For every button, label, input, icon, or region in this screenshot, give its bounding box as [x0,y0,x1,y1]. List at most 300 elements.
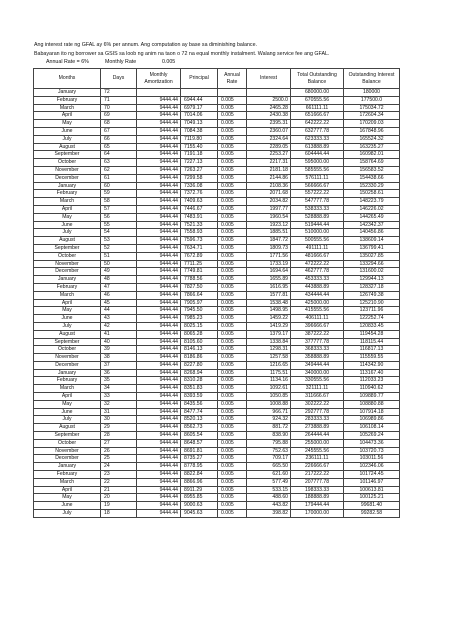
interest-balance-cell: 113167.40 [344,369,400,377]
table-row [34,486,400,494]
month-cell: March [34,291,101,299]
rate-cell: 0.005 [218,369,247,377]
days-cell: 36 [101,369,137,377]
table-row [34,276,400,284]
rate-cell: 0.005 [218,268,247,276]
monthly-rate-value: 0.005 [162,59,176,65]
month-cell: October [34,346,101,354]
amortization-cell: 9444.44 [137,221,181,229]
interest-cell: 1498.95 [247,307,291,315]
rate-cell: 0.005 [218,237,247,245]
total-balance-cell: 340000.00 [291,369,344,377]
days-cell: 61 [101,174,137,182]
total-balance-cell: 387222.22 [291,330,344,338]
table-row [34,89,400,97]
days-cell: 33 [101,393,137,401]
amortization-cell: 9444.44 [137,338,181,346]
table-row [34,143,400,151]
principal-cell: 7049.13 [181,120,218,128]
interest-balance-cell: 116817.13 [344,346,400,354]
days-cell: 24 [101,463,137,471]
interest-balance-cell: 140456.86 [344,229,400,237]
rate-cell: 0.005 [218,432,247,440]
interest-balance-cell: 167848.96 [344,127,400,135]
table-row [34,400,400,408]
table-row [34,299,400,307]
total-balance-cell: 170000.00 [291,510,344,518]
interest-balance-cell: 126749.38 [344,291,400,299]
amortization-cell: 9444.44 [137,237,181,245]
interest-cell: 2034.82 [247,198,291,206]
principal-cell: 8065.28 [181,330,218,338]
total-balance-cell: 207777.78 [291,478,344,486]
total-balance-cell: 481666.67 [291,252,344,260]
rate-cell: 0.005 [218,393,247,401]
rate-cell: 0.005 [218,478,247,486]
amortization-cell: 9444.44 [137,424,181,432]
principal-cell: 7409.63 [181,198,218,206]
rate-cell: 0.005 [218,143,247,151]
table-body [34,89,400,518]
amortization-cell: 9444.44 [137,432,181,440]
days-cell: 22 [101,478,137,486]
total-balance-cell: 651666.67 [291,112,344,120]
interest-cell: 924.32 [247,416,291,424]
table-row [34,96,400,104]
total-balance-cell: 538333.33 [291,205,344,213]
total-balance-cell: 415555.56 [291,307,344,315]
interest-cell: 1577.81 [247,291,291,299]
amortization-cell: 9444.44 [137,369,181,377]
principal-cell: 8268.94 [181,369,218,377]
principal-cell: 8866.96 [181,478,218,486]
total-balance-cell: 406111.11 [291,315,344,323]
interest-cell: 2500.0 [247,96,291,104]
principal-cell: 7119.80 [181,135,218,143]
total-balance-cell: 661111.11 [291,104,344,112]
total-balance-cell: 642222.22 [291,120,344,128]
rate-cell: 0.005 [218,502,247,510]
amortization-cell: 9444.44 [137,229,181,237]
days-cell: 51 [101,252,137,260]
principal-cell: 8562.73 [181,424,218,432]
amortization-cell: 9444.44 [137,416,181,424]
total-balance-cell: 349444.44 [291,361,344,369]
total-balance-cell: 292777.78 [291,408,344,416]
principal-cell: 8186.86 [181,354,218,362]
principal-cell: 8911.29 [181,486,218,494]
table-row [34,151,400,159]
total-balance-cell: 547777.78 [291,198,344,206]
days-cell: 69 [101,112,137,120]
interest-cell: 2289.05 [247,143,291,151]
table-row [34,198,400,206]
interest-cell: 1134.16 [247,377,291,385]
interest-cell: 1694.64 [247,268,291,276]
interest-balance-cell: 135027.85 [344,252,400,260]
rate-cell: 0.005 [218,213,247,221]
interest-cell: 1538.48 [247,299,291,307]
principal-cell: 8691.81 [181,447,218,455]
interest-cell: 2108.36 [247,182,291,190]
month-cell: January [34,463,101,471]
rate-cell: 0.005 [218,135,247,143]
total-balance-cell: 311666.67 [291,393,344,401]
table-row [34,377,400,385]
days-cell: 68 [101,120,137,128]
month-cell: September [34,338,101,346]
total-balance-cell: 462777.78 [291,268,344,276]
table-row [34,307,400,315]
interest-balance-cell: 180000 [344,89,400,97]
total-balance-cell: 519444.44 [291,221,344,229]
days-cell: 70 [101,104,137,112]
rate-cell: 0.005 [218,494,247,502]
days-cell: 58 [101,198,137,206]
amortization-cell: 9444.44 [137,96,181,104]
rate-cell: 0.005 [218,385,247,393]
rate-cell: 0.005 [218,283,247,291]
table-row [34,322,400,330]
days-cell: 30 [101,416,137,424]
interest-cell: 1923.12 [247,221,291,229]
principal-cell: 7866.64 [181,291,218,299]
interest-cell: 1419.29 [247,322,291,330]
month-cell: December [34,174,101,182]
month-cell: October [34,252,101,260]
amortization-cell: 9444.44 [137,502,181,510]
table-row [34,408,400,416]
table-row [34,478,400,486]
month-cell: November [34,260,101,268]
month-cell: January [34,276,101,284]
total-balance-cell: 179444.44 [291,502,344,510]
amortization-cell: 9444.44 [137,213,181,221]
interest-balance-cell: 101724.45 [344,471,400,479]
month-cell: July [34,229,101,237]
interest-cell: 1338.84 [247,338,291,346]
intro-text [34,41,329,59]
total-balance-cell: 283333.33 [291,416,344,424]
rate-cell: 0.005 [218,127,247,135]
rate-cell: 0.005 [218,205,247,213]
table-row [34,338,400,346]
total-balance-cell: 472222.22 [291,260,344,268]
principal-cell: 7191.18 [181,151,218,159]
interest-balance-cell: 144265.49 [344,213,400,221]
table-row [34,330,400,338]
interest-cell: 398.82 [247,510,291,518]
month-cell: March [34,104,101,112]
interest-balance-cell: 108880.88 [344,400,400,408]
rate-cell: 0.005 [218,260,247,268]
month-cell: February [34,283,101,291]
total-balance-cell: 566666.67 [291,182,344,190]
month-cell: April [34,486,101,494]
month-cell: November [34,166,101,174]
principal-cell: 8146.13 [181,346,218,354]
interest-cell: 665.50 [247,463,291,471]
rate-cell: 0.005 [218,330,247,338]
rate-cell: 0.005 [218,510,247,518]
interest-cell: 2430.38 [247,112,291,120]
days-cell: 34 [101,385,137,393]
rate-cell: 0.005 [218,104,247,112]
interest-cell: 966.71 [247,408,291,416]
total-balance-cell: 358888.89 [291,354,344,362]
principal-cell: 9045.63 [181,510,218,518]
month-cell: October [34,159,101,167]
days-cell: 41 [101,330,137,338]
interest-balance-cell: 156583.52 [344,166,400,174]
days-cell: 19 [101,502,137,510]
interest-cell: 1092.61 [247,385,291,393]
principal-cell: 8310.28 [181,377,218,385]
rate-cell: 0.005 [218,486,247,494]
amortization-cell: 9444.44 [137,478,181,486]
table-row [34,260,400,268]
monthly-rate-label: Monthly Rate [105,59,137,65]
interest-cell: 1809.73 [247,244,291,252]
rate-cell: 0.005 [218,252,247,260]
days-cell: 49 [101,268,137,276]
month-cell: August [34,330,101,338]
days-cell: 37 [101,361,137,369]
days-cell: 63 [101,159,137,167]
total-balance-cell: 604444.44 [291,151,344,159]
rate-cell: 0.005 [218,338,247,346]
days-cell: 42 [101,322,137,330]
principal-cell: 6944.44 [181,96,218,104]
rate-cell: 0.005 [218,276,247,284]
interest-balance-cell: 100125.21 [344,494,400,502]
principal-cell: 7014.06 [181,112,218,120]
amortization-cell: 9444.44 [137,159,181,167]
interest-balance-cell: 158764.69 [344,159,400,167]
interest-balance-cell: 120833.45 [344,322,400,330]
total-balance-cell: 613888.89 [291,143,344,151]
days-cell: 20 [101,494,137,502]
amortization-cell: 9444.44 [137,182,181,190]
interest-cell: 881.72 [247,424,291,432]
month-cell: November [34,354,101,362]
table-row [34,424,400,432]
header-outstanding-interest-balance: Outstanding Interest Balance [344,69,400,89]
month-cell: August [34,143,101,151]
amortization-cell: 9444.44 [137,408,181,416]
total-balance-cell: 528888.89 [291,213,344,221]
days-cell: 18 [101,510,137,518]
table-row [34,432,400,440]
interest-balance-cell: 123711.96 [344,307,400,315]
principal-cell: 7483.91 [181,213,218,221]
interest-balance-cell: 165524.32 [344,135,400,143]
total-balance-cell: 510000.00 [291,229,344,237]
amortization-cell: 9444.44 [137,322,181,330]
principal-cell: 7336.08 [181,182,218,190]
days-cell: 71 [101,96,137,104]
table-row [34,439,400,447]
month-cell: September [34,432,101,440]
amortization-cell: 9444.44 [137,463,181,471]
interest-cell: 2181.18 [247,166,291,174]
rate-cell: 0.005 [218,159,247,167]
amortization-cell: 9444.44 [137,307,181,315]
table-row [34,354,400,362]
days-cell: 64 [101,151,137,159]
total-balance-cell: 368333.33 [291,346,344,354]
amortization-cell: 9444.44 [137,361,181,369]
rate-cell: 0.005 [218,471,247,479]
header-months: Months [34,69,101,89]
amortization-cell: 9444.44 [137,260,181,268]
interest-cell: 1050.85 [247,393,291,401]
amortization-cell: 9444.44 [137,120,181,128]
table-row [34,182,400,190]
interest-cell: 2324.64 [247,135,291,143]
amortization-cell: 9444.44 [137,205,181,213]
rate-cell: 0.005 [218,424,247,432]
table-row [34,268,400,276]
days-cell: 46 [101,291,137,299]
rate-cell: 0.005 [218,307,247,315]
header-principal: Principal [181,69,218,89]
amortization-cell: 9444.44 [137,439,181,447]
annual-rate-label: Annual Rate = 6% [46,59,89,65]
principal-cell: 8778.95 [181,463,218,471]
month-cell: March [34,198,101,206]
rate-cell: 0.005 [218,463,247,471]
month-cell: April [34,112,101,120]
total-balance-cell: 245555.56 [291,447,344,455]
days-cell: 52 [101,244,137,252]
interest-balance-cell: 160982.01 [344,151,400,159]
table-row [34,221,400,229]
amortization-cell: 9444.44 [137,354,181,362]
interest-cell: 2395.31 [247,120,291,128]
rate-cell: 0.005 [218,221,247,229]
interest-balance-cell: 106108.14 [344,424,400,432]
days-cell: 38 [101,354,137,362]
total-balance-cell: 585555.56 [291,166,344,174]
days-cell: 55 [101,221,137,229]
month-cell: April [34,205,101,213]
total-balance-cell: 377777.78 [291,338,344,346]
interest-cell: 488.60 [247,494,291,502]
interest-cell: 1175.51 [247,369,291,377]
rate-cell: 0.005 [218,361,247,369]
rate-cell: 0.005 [218,229,247,237]
total-balance-cell: 226666.67 [291,463,344,471]
interest-cell: 1771.56 [247,252,291,260]
principal-cell: 7945.50 [181,307,218,315]
interest-balance-cell: 150258.61 [344,190,400,198]
rate-cell: 0.005 [218,400,247,408]
amortization-cell: 9444.44 [137,143,181,151]
rate-cell: 0.005 [218,447,247,455]
principal-cell [181,89,218,97]
days-cell: 44 [101,307,137,315]
days-cell: 50 [101,260,137,268]
rate-cell: 0.005 [218,416,247,424]
rate-cell: 0.005 [218,96,247,104]
rate-cell: 0.005 [218,198,247,206]
days-cell: 48 [101,276,137,284]
interest-cell: 1257.58 [247,354,291,362]
amortization-cell: 9444.44 [137,377,181,385]
principal-cell: 7372.76 [181,190,218,198]
amortization-cell: 9444.44 [137,346,181,354]
interest-balance-cell: 172604.34 [344,112,400,120]
days-cell: 62 [101,166,137,174]
rate-cell: 0.005 [218,299,247,307]
total-balance-cell: 500555.56 [291,237,344,245]
interest-cell: 795.88 [247,439,291,447]
total-balance-cell: 330555.56 [291,377,344,385]
table-header-row [34,69,400,89]
rate-cell: 0.005 [218,455,247,463]
interest-balance-cell: 122252.74 [344,315,400,323]
table-row [34,471,400,479]
month-cell: January [34,369,101,377]
interest-cell: 2360.07 [247,127,291,135]
days-cell: 65 [101,143,137,151]
interest-balance-cell: 138609.14 [344,237,400,245]
month-cell: June [34,315,101,323]
amortization-cell: 9444.44 [137,447,181,455]
month-cell: March [34,385,101,393]
principal-cell: 7711.25 [181,260,218,268]
principal-cell: 8477.74 [181,408,218,416]
principal-cell: 7227.13 [181,159,218,167]
amortization-cell [137,89,181,97]
days-cell: 35 [101,377,137,385]
principal-cell: 8735.27 [181,455,218,463]
table-row [34,205,400,213]
total-balance-cell: 236111.11 [291,455,344,463]
rate-cell: 0.005 [218,439,247,447]
principal-cell: 8822.84 [181,471,218,479]
rate-cell: 0.005 [218,120,247,128]
principal-cell: 7263.27 [181,166,218,174]
amortization-cell: 9444.44 [137,330,181,338]
principal-cell: 8955.85 [181,494,218,502]
total-balance-cell: 434444.44 [291,291,344,299]
principal-cell: 7155.40 [181,143,218,151]
month-cell: May [34,400,101,408]
amortization-table [33,68,400,518]
month-cell: July [34,416,101,424]
amortization-cell: 9444.44 [137,283,181,291]
interest-balance-cell: 136799.41 [344,244,400,252]
month-cell: July [34,135,101,143]
amortization-cell: 9444.44 [137,486,181,494]
total-balance-cell: 198333.33 [291,486,344,494]
days-cell: 39 [101,346,137,354]
interest-balance-cell: 170209.03 [344,120,400,128]
interest-balance-cell: 133294.66 [344,260,400,268]
rate-cell: 0.005 [218,174,247,182]
table-row [34,283,400,291]
total-balance-cell: 443888.89 [291,283,344,291]
rate-cell: 0.005 [218,182,247,190]
month-cell: May [34,213,101,221]
principal-cell: 9000.63 [181,502,218,510]
amortization-cell: 9444.44 [137,455,181,463]
amortization-cell: 9444.44 [137,166,181,174]
month-cell: March [34,478,101,486]
total-balance-cell: 264444.44 [291,432,344,440]
